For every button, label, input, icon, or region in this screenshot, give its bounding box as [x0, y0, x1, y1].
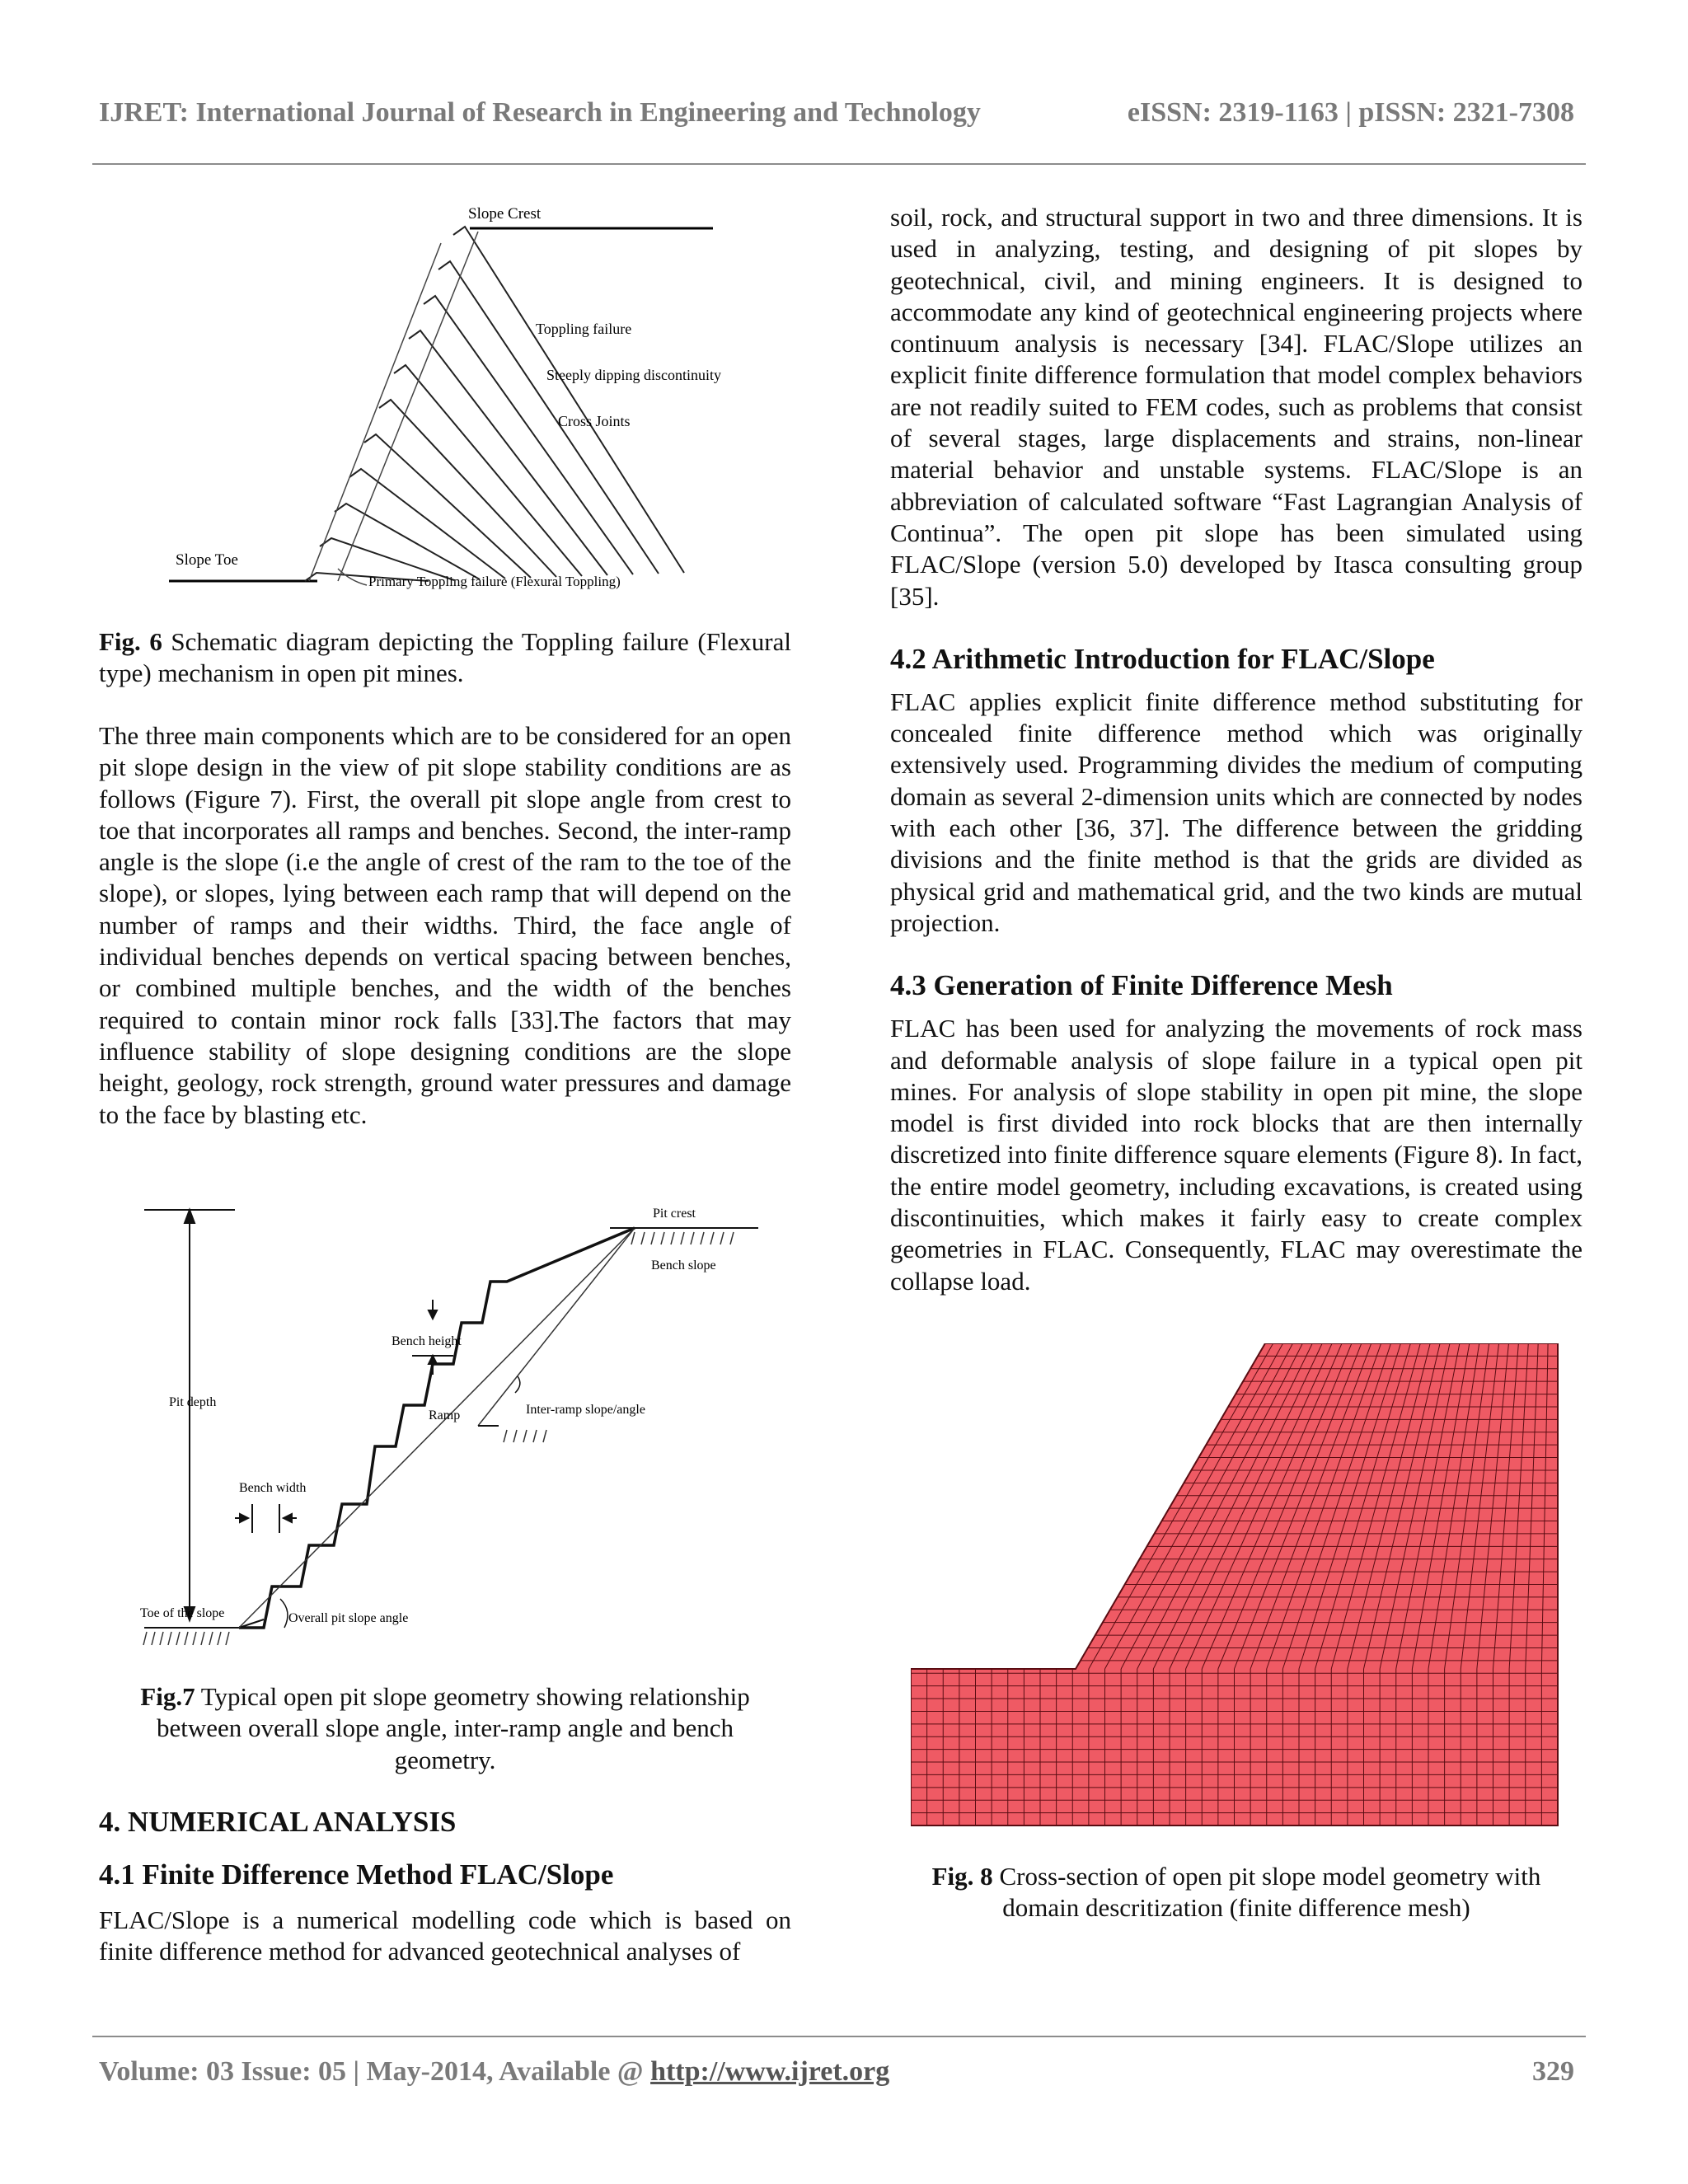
- fig7-label-toe: Toe of the slope: [140, 1606, 225, 1620]
- fig7-hatch-mark: [160, 1632, 163, 1645]
- fig8-caption-text: Cross-section of open pit slope model geometry with domain descritization (finite difference mesh): [992, 1862, 1541, 1923]
- footer-volume-text: Volume: 03 Issue: 05 | May-2014, Available @: [99, 2056, 651, 2087]
- fig7-hatch-mark: [641, 1232, 645, 1244]
- footer-link[interactable]: http://www.ijret.org: [650, 2056, 890, 2087]
- header-rule: [92, 163, 1586, 165]
- fig6-column: [349, 469, 505, 579]
- fig6-column: [335, 504, 480, 579]
- fig7-hatch-mark: [720, 1232, 724, 1244]
- fig7-hatch-mark: [176, 1632, 180, 1645]
- fig7-hatch-mark: [504, 1430, 507, 1442]
- fig7-caption-label: Fig.7: [140, 1682, 195, 1711]
- section4-title: 4. NUMERICAL ANALYSIS: [99, 1806, 457, 1838]
- fig7-hatch-mark: [533, 1430, 537, 1442]
- footer-volume: [99, 2056, 889, 2088]
- fig6-label-primary: Primary Toppling failure (Flexural Toppling): [368, 574, 621, 589]
- fig6-caption-label: Fig. 6: [99, 627, 162, 656]
- fig7-hatch-mark: [661, 1232, 664, 1244]
- fig6-column: [364, 434, 531, 578]
- fig7-label-pit-depth: Pit depth: [169, 1395, 217, 1409]
- fig6-column: [453, 227, 684, 573]
- fig7-hatch-mark: [543, 1430, 546, 1442]
- fig6-caption: [99, 626, 791, 690]
- fig7-hatch-mark: [631, 1232, 635, 1244]
- fig7-hatch-mark: [201, 1632, 204, 1645]
- section42-title: 4.2 Arithmetic Introduction for FLAC/Slope: [890, 642, 1435, 675]
- left-paragraph: [99, 720, 791, 1131]
- fig7-hatch-mark: [701, 1232, 704, 1244]
- issn: eISSN: 2319-1163 | pISSN: 2321-7308: [1127, 97, 1574, 128]
- fig7-label-bench-width: Bench width: [239, 1481, 307, 1495]
- fig7-diagram: [132, 1187, 783, 1657]
- fig7-hatch-mark: [218, 1632, 221, 1645]
- fig7-hatch-mark: [681, 1232, 684, 1244]
- fig7-hatch-mark: [209, 1632, 213, 1645]
- fig7-hatch-mark: [710, 1232, 714, 1244]
- fig7-hatch-mark: [730, 1232, 734, 1244]
- right-paragraph-1: soil, rock, and structural support in two and three dimensions. It is used in analyzing, testing, and designing of pit slopes by geotechnical, civil, and mining engineers. It is designed to accommodate any kind of geotechnical engineering projects where continuum analysis is necessary [34]. FLAC/Slope utilizes an explicit finite difference formulation that model complex behaviors are not readily suited to FEM codes, such as problems that consist of several stages, large displacements and strains, non-linear material behavior and unstable systems. FLAC/Slope is an abbreviation of calculated software “Fast Lagrangian Analysis of Continua”. The open pit slope has been simulated using FLAC/Slope (version 5.0) developed by Itasca consulting group [35].: [890, 203, 1582, 611]
- fig6-column: [394, 365, 582, 576]
- page-number: 329: [1532, 2056, 1574, 2087]
- section43-title: 4.3 Generation of Finite Difference Mesh: [890, 969, 1393, 1002]
- fig7-hatch-mark: [226, 1632, 229, 1645]
- fig8-caption-label: Fig. 8: [931, 1862, 993, 1891]
- fig7-hatch-mark: [513, 1430, 517, 1442]
- section42-text: FLAC applies explicit finite difference method substituting for concealed finite difference method which was originally extensively used. Programming divides the medium of computing domain as several 2-dimension units which are connected by nodes with each other [36, 37]. The difference between the gridding divisions and the finite method is that the grids are divided as physical grid and mathematical grid, and the two kinds are mutual projection.: [890, 687, 1582, 937]
- fig6-label-cross-joints: Cross Joints: [558, 413, 631, 429]
- fig6-column: [424, 296, 633, 574]
- fig7-hatch-mark: [185, 1632, 188, 1645]
- footer-rule: [92, 2036, 1586, 2037]
- fig7-hatch-mark: [143, 1632, 147, 1645]
- fig7-label-bench-slope: Bench slope: [651, 1258, 716, 1272]
- fig6-label-toppling: Toppling failure: [536, 321, 632, 337]
- fig8-caption: [894, 1861, 1578, 1924]
- section4: [99, 1805, 791, 1968]
- fig7-hatch-mark: [193, 1632, 196, 1645]
- fig7-caption-text: Typical open pit slope geometry showing relationship between overall slope angle, inter-ramp angle and bench geometry.: [156, 1682, 750, 1774]
- fig6-caption-text: Schematic diagram depicting the Toppling failure (Flexural type) mechanism in open pit mines.: [99, 627, 791, 688]
- left-paragraph-text: The three main components which are to be considered for an open pit slope design in the view of pit slope stability conditions are as follows (Figure 7). First, the overall pit slope angle from crest to toe that incorporates all ramps and benches. Second, the inter-ramp angle is the slope (i.e the angle of crest of the ram to the toe of the slope), or slopes, lying between each ramp that will depend on the number of ramps and their widths. Third, the face angle of individual benches depends on vertical spacing between benches, or combined multiple benches, and the width of the benches required to contain minor rock falls [33].The factors that may influence stability of slope designing conditions are the slope height, geology, rock strength, ground water pressures and damage to the face by blasting etc.: [99, 721, 791, 1129]
- fig7-label-overall-angle: Overall pit slope angle: [288, 1611, 409, 1625]
- fig7-hatch-mark: [152, 1632, 155, 1645]
- fig7-hatch-mark: [651, 1232, 654, 1244]
- section41-title: 4.1 Finite Difference Method FLAC/Slope: [99, 1858, 614, 1891]
- fig8-mesh: [911, 1343, 1570, 1834]
- fig7-label-bench-height: Bench height: [392, 1334, 462, 1348]
- fig6-diagram: [161, 194, 754, 606]
- fig7-label-pit-crest: Pit crest: [653, 1207, 696, 1221]
- journal-title: IJRET: International Journal of Research in Engineering and Technology: [99, 97, 981, 128]
- fig6-label-slope-crest: Slope Crest: [468, 205, 542, 223]
- right-column: [890, 202, 1582, 1297]
- fig6-label-slope-toe: Slope Toe: [176, 551, 238, 569]
- fig7-caption: [103, 1681, 787, 1776]
- fig6-label-steeply: Steeply dipping discontinuity: [546, 367, 721, 383]
- section43-text: FLAC has been used for analyzing the movements of rock mass and deformable analysis of slope failure in a typical open pit mines. For analysis of slope stability in open pit mine, the slope model is first divided into rock blocks that are then internally discretized into finite difference square elements (Figure 8). In fact, the entire model geometry, including excavations, is created using discontinuities, which makes it fairly easy to create complex geometries in FLAC. Consequently, FLAC may overestimate the collapse load.: [890, 1014, 1582, 1296]
- fig7-hatch-mark: [671, 1232, 674, 1244]
- fig7-label-ramp: Ramp: [429, 1408, 461, 1422]
- section41-text: FLAC/Slope is a numerical modelling code which is based on finite difference method for advanced geotechnical analyses of: [99, 1905, 791, 1966]
- fig7-hatch-mark: [168, 1632, 171, 1645]
- fig7-hatch-mark: [523, 1430, 527, 1442]
- fig7-hatch-mark: [691, 1232, 694, 1244]
- fig7-label-inter-ramp: Inter-ramp slope/angle: [526, 1403, 645, 1417]
